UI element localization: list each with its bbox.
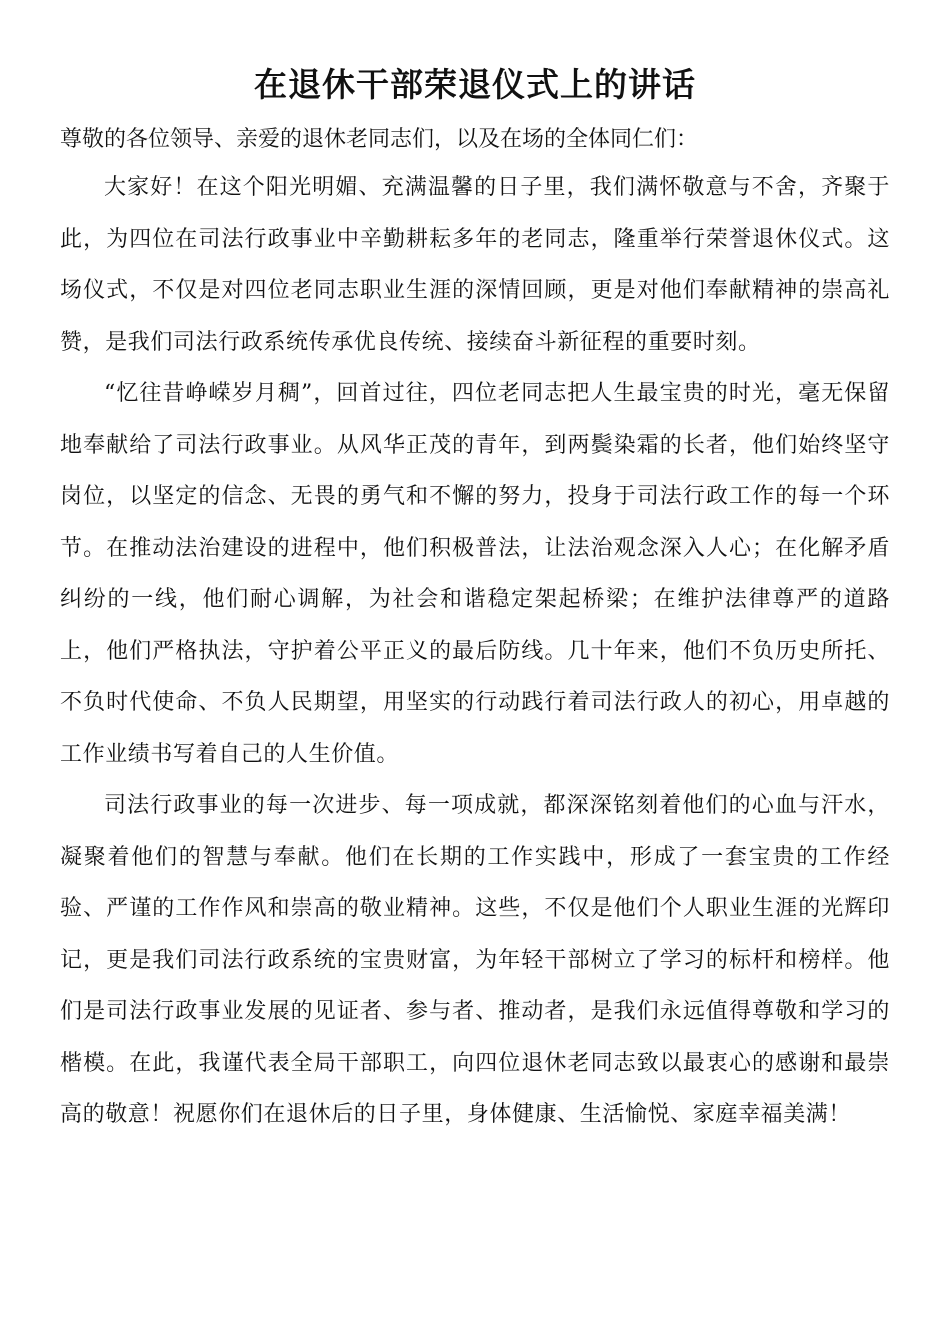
paragraph-review: “忆往昔峥嵘岁月稠”，回首过往，四位老同志把人生最宝贵的时光，毫无保留地奉献给了司法行政事业。从风华正茂的青年，到两鬓染霜的长者，他们始终坚守岗位，以坚定的信念、无畏的勇气和不懈的努力，投身于司法行政工作的每一个环节。在推动法治建设的进程中，他们积极普法，让法治观念深入人心；在化解矛盾纠纷的一线，他们耐心调解，为社会和谐稳定架起桥梁；在维护法律尊严的道路上，他们严格执法，守护着公平正义的最后防线。几十年来，他们不负历史所托、不负时代使命、不负人民期望，用坚实的行动践行着司法行政人的初心，用卓越的工作业绩书写着自己的人生价值。 [60,381,890,767]
salutation: 尊敬的各位领导、亲爱的退休老同志们，以及在场的全体同仁们： [60,127,699,152]
document-body [60,162,890,1141]
paragraph-tribute: 司法行政事业的每一次进步、每一项成就，都深深铭刻着他们的心血与汗水，凝聚着他们的智慧与奉献。他们在长期的工作实践中，形成了一套宝贵的工作经验、严谨的工作作风和崇高的敬业精神。这些，不仅是他们个人职业生涯的光辉印记，更是我们司法行政系统的宝贵财富，为年轻干部树立了学习的标杆和榜样。他们是司法行政事业发展的见证者、参与者、推动者，是我们永远值得尊敬和学习的楷模。在此，我谨代表全局干部职工，向四位退休老同志致以最衷心的感谢和最崇高的敬意！祝愿你们在退休后的日子里，身体健康、生活愉悦、家庭幸福美满！ [60,793,890,1127]
document-title: 在退休干部荣退仪式上的讲话 [254,65,696,104]
paragraph-greeting: 大家好！在这个阳光明媚、充满温馨的日子里，我们满怀敬意与不舍，齐聚于此，为四位在司法行政事业中辛勤耕耘多年的老同志，隆重举行荣誉退休仪式。这场仪式，不仅是对四位老同志职业生涯的深情回顾，更是对他们奉献精神的崇高礼赞，是我们司法行政系统传承优良传统、接续奋斗新征程的重要时刻。 [60,175,890,355]
